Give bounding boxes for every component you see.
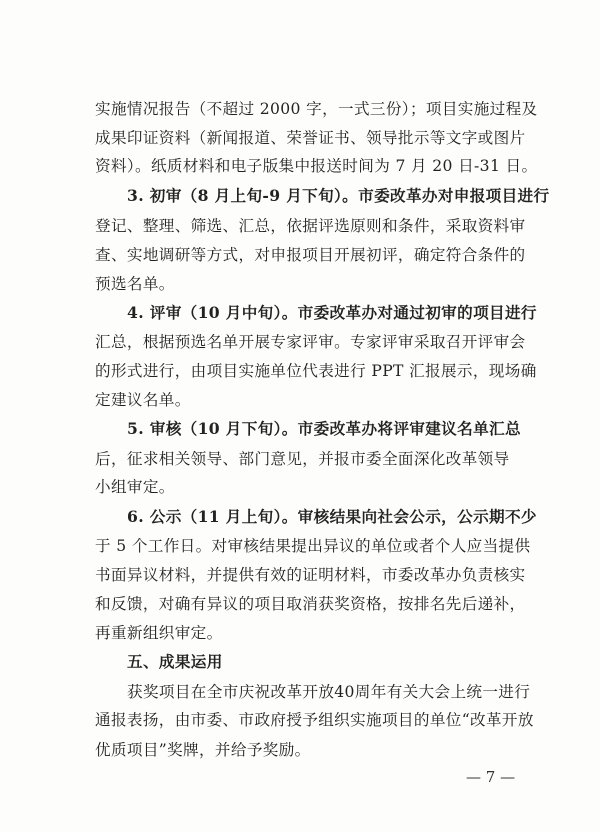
text-line: 小组审定。	[95, 478, 175, 496]
text-line: 获奖项目在全市庆祝改革开放40周年有关大会上统一进行	[127, 683, 531, 701]
text-line: 预选名单。	[95, 275, 175, 293]
numbered-item-3: 3. 初审（8 月上旬-9 月下旬）。市委改革办对申报项目进行	[127, 186, 550, 205]
text-line: 查、实地调研等方式，对申报项目开展初评，确定符合条件的	[95, 246, 526, 264]
text-line: 再重新组织审定。	[95, 624, 223, 642]
text-line: 和反馈，对确有异议的项目取消获奖资格，按排名先后递补，	[95, 595, 526, 613]
text-line: 书面异议材料，并提供有效的证明材料，市委改革办负责核实	[95, 566, 526, 584]
text-line: 通报表扬，由市委、市政府授予组织实施项目的单位“改革开放	[95, 711, 534, 729]
numbered-item-5: 5. 审核（10 月下旬）。市委改革办将评审建议名单汇总	[127, 419, 521, 438]
section-heading: 五、成果运用	[127, 653, 223, 671]
text-line: 于 5 个工作日。对审核结果提出异议的单位或者个人应当提供	[95, 537, 531, 555]
page-number: — 7 —	[466, 768, 516, 786]
text-line: 优质项目”奖牌，并给予奖励。	[95, 741, 311, 759]
text-line: 汇总，根据预选名单开展专家评审。专家评审采取召开评审会	[95, 333, 526, 351]
text-line: 实施情况报告（不超过 2000 字，一式三份）；项目实施过程及	[95, 100, 538, 118]
text-line: 成果印证资料（新闻报道、荣誉证书、领导批示等文字或图片	[95, 129, 526, 147]
text-line: 定建议名单。	[95, 391, 191, 409]
numbered-item-6: 6. 公示（11 月上旬）。审核结果向社会公示，公示期不少	[127, 507, 537, 526]
text-line: 登记、整理、筛选、汇总，依据评选原则和条件，采取资料审	[95, 217, 526, 235]
numbered-item-4: 4. 评审（10 月中旬）。市委改革办对通过初审的项目进行	[127, 303, 537, 322]
text-line: 的形式进行，由项目实施单位代表进行 PPT 汇报展示，现场确	[95, 362, 537, 380]
text-line: 后，征求相关领导、部门意见，并报市委全面深化改革领导	[95, 450, 510, 468]
text-line: 资料）。纸质材料和电子版集中报送时间为 7 月 20 日-31 日。	[95, 157, 538, 175]
